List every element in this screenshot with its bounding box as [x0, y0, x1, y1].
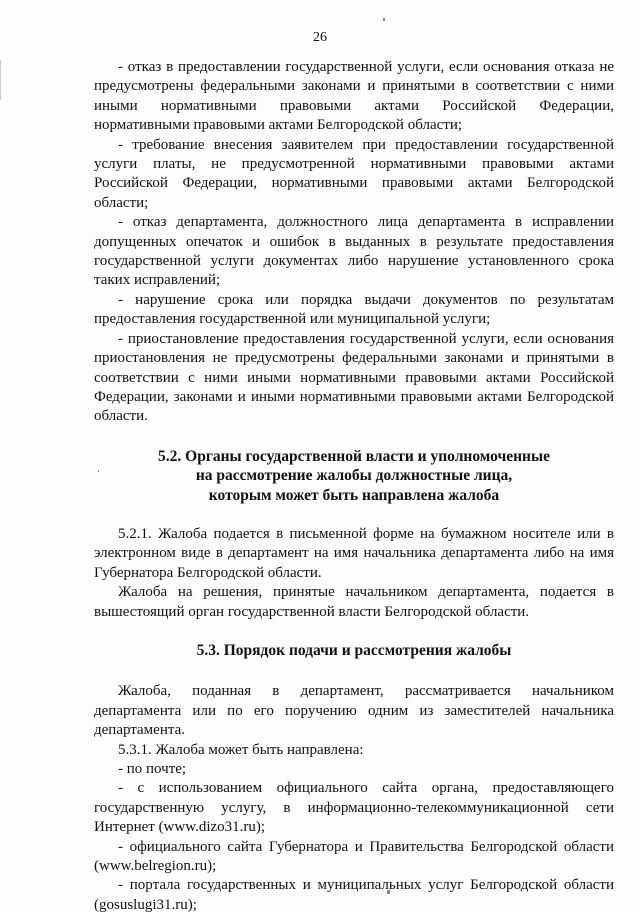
document-body [94, 58, 614, 915]
list-item-deadline-violation: - нарушение срока или порядка выдачи документов по результатам предоставления государственной или муниципальной услуги; [94, 291, 614, 328]
section-heading-5-2-line-3: которым может быть направлена жалоба [208, 486, 500, 504]
list-item-suspension: - приостановление предоставления государственной услуги, если основания приостановления не предусмотрены федеральными законами и принятыми в соответствии с ними иными нормативными правовыми актами Российской Федерации, законами и иными нормативными правовыми актами Белгородской области. [94, 330, 614, 425]
paragraph-appeal-higher-body: Жалоба на решения, принятые начальником департамента, подается в вышестоящий орган государственной власти Белгородской области. [94, 584, 614, 620]
section-heading-5-2-line-1: 5.2. Органы государственной власти и уполномоченные [158, 447, 550, 465]
paragraph-5-2-1: 5.2.1. Жалоба подается в письменной форме на бумажном носителе или в электронном виде в департамент на имя начальника департамента либо на имя Губернатора Белгородской области. [94, 525, 614, 581]
paragraph-5-3-1: 5.3.1. Жалоба может быть направлена: [118, 741, 364, 758]
list-item-governor-site: - официального сайта Губернатора и Правительства Белгородской области (www.belregion.ru); [94, 838, 614, 875]
list-item-official-site: - с использованием официального сайта органа, предоставляющего государственную услугу, в информационно-телекоммуникационной сети Интернет (www.dizo31.ru); [94, 780, 614, 836]
list-item-by-mail: - по почте; [118, 761, 187, 777]
paragraph-complaint-review: Жалоба, поданная в департамент, рассматривается начальником департамента или по его поручению одним из заместителей начальника департамента. [94, 683, 614, 739]
list-item-correction-refusal: - отказ департамента, должностного лица департамента в исправлении допущенных опечаток и ошибок в выданных в результате предоставления государственной услуги документах либо нарушение установленного срока таких исправлений; [94, 214, 614, 289]
page-number: 26 [313, 30, 327, 45]
section-heading-5-2-line-2: на рассмотрение жалобы должностные лица, [195, 467, 513, 485]
list-item-refusal: - отказ в предоставлении государственной услуги, если основания отказа не предусмотрены федеральными законами и принятыми в соответствии с ними иными нормативными правовыми актами Российской Федерации, нормативными правовыми актами Белгородской области; [94, 59, 614, 134]
scan-speck [383, 18, 385, 21]
section-heading-5-3: 5.3. Порядок подачи и рассмотрения жалобы [196, 641, 512, 659]
scan-edge-mark [0, 60, 1, 100]
list-item-services-portal: - портала государственных и муниципальных услуг Белгородской области (gosuslugi31.ru); [94, 877, 614, 913]
list-item-payment-demand: - требование внесения заявителем при предоставлении государственной услуги платы, не предусмотренной нормативными правовыми актами Российской Федерации, нормативными правовыми актами Белгородской области; [94, 136, 614, 211]
